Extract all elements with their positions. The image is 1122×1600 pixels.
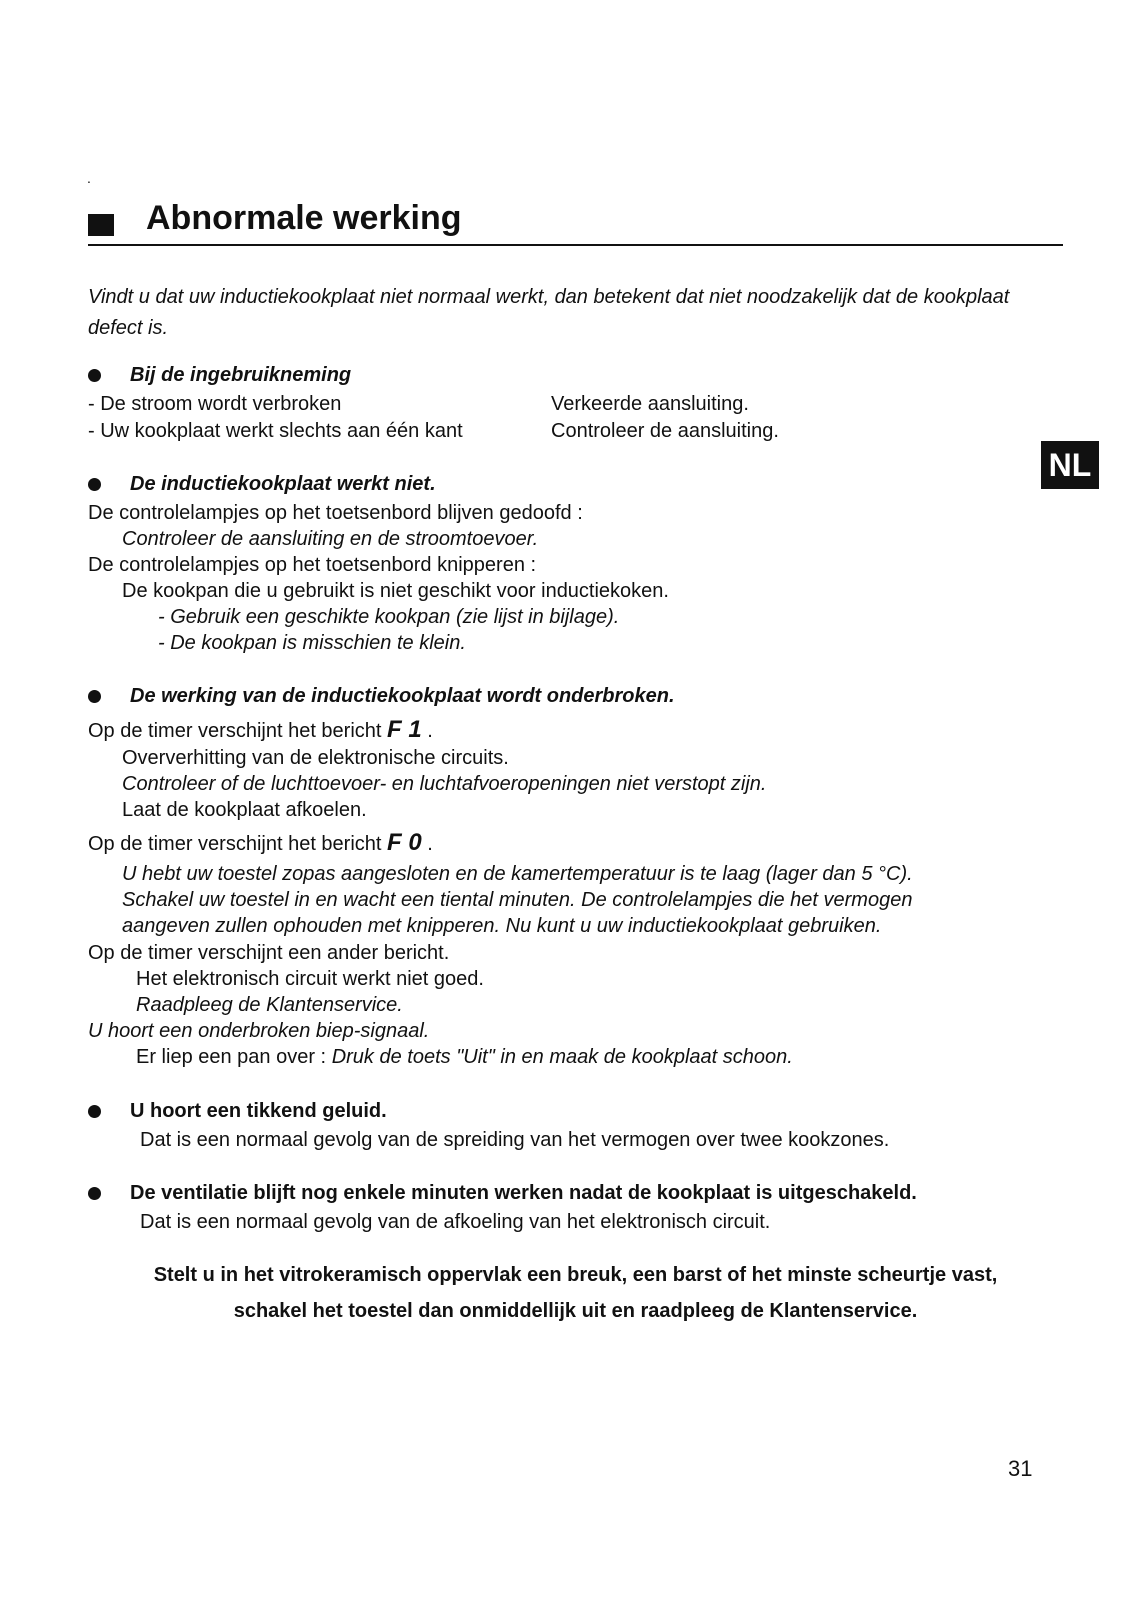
f0-suffix: . [427, 833, 433, 855]
stray-dot: . [87, 170, 91, 186]
warning-line-1: Stelt u in het vitrokeramisch oppervlak een breuk, een barst of het minste scheurtje vast, [153, 1264, 998, 1286]
beep-action-line [136, 1044, 793, 1070]
text-line: Dat is een normaal gevolg van de spreiding van het vermogen over twee kookzones. [140, 1129, 890, 1151]
problem-row-2: - Uw kookplaat werkt slechts aan één kant [88, 420, 463, 442]
text-line: - De kookpan is misschien te klein. [158, 632, 466, 654]
section-heading [88, 198, 1063, 246]
bullet-heading: U hoort een tikkend geluid. [130, 1100, 387, 1122]
bullet-heading: Bij de ingebruikneming [130, 364, 352, 386]
page-title: Abnormale werking [146, 199, 462, 237]
page-number: 31 [1008, 1456, 1033, 1481]
text-line: Op de timer verschijnt een ander bericht. [88, 942, 450, 964]
text-line: Laat de kookplaat afkoelen. [122, 799, 367, 821]
bullet-heading: De inductiekookplaat werkt niet. [130, 473, 436, 495]
heading-square-icon [88, 214, 114, 236]
f1-code: F 1 [387, 716, 422, 743]
text-line: Oververhitting van de elektronische circuits. [122, 747, 509, 769]
text-line: Controleer of de luchttoevoer- en luchtafvoeropeningen niet verstopt zijn. [122, 773, 767, 795]
text-line: De controlelampjes op het toetsenbord knipperen : [88, 554, 537, 576]
bullet-dot-icon [88, 369, 101, 382]
text-line: Het elektronisch circuit werkt niet goed. [136, 968, 484, 990]
f0-code: F 0 [387, 829, 422, 856]
text-line: De controlelampjes op het toetsenbord blijven gedoofd : [88, 502, 583, 524]
text-line: Schakel uw toestel in en wacht een tiental minuten. De controlelampjes die het vermogen [122, 889, 913, 911]
warning-line-2: schakel het toestel dan onmiddellijk uit en raadpleeg de Klantenservice. [233, 1300, 918, 1322]
text-line: - Gebruik een geschikte kookpan (zie lijst in bijlage). [158, 606, 620, 628]
f0-message-line [88, 830, 433, 857]
bullet-dot-icon [88, 478, 101, 491]
bullet-dot-icon [88, 1105, 101, 1118]
beep-italic: Druk de toets "Uit" in en maak de kookplaat schoon. [331, 1046, 793, 1068]
text-line: U hoort een onderbroken biep-signaal. [88, 1020, 430, 1042]
bullet-heading: De ventilatie blijft nog enkele minuten werken nadat de kookplaat is uitgeschakeld. [130, 1182, 917, 1204]
f1-message-line [88, 717, 433, 744]
text-line: Controleer de aansluiting en de stroomtoevoer. [122, 528, 539, 550]
text-line: De kookpan die u gebruikt is niet geschikt voor inductiekoken. [122, 580, 669, 602]
bullet-heading: De werking van de inductiekookplaat wordt onderbroken. [130, 685, 675, 707]
intro-paragraph: Vindt u dat uw inductiekookplaat niet normaal werkt, dan betekent dat niet noodzakelijk dat de kookplaat defect is. [88, 286, 1010, 339]
beep-plain: Er liep een pan over : [136, 1046, 327, 1068]
bullet-dot-icon [88, 1187, 101, 1200]
cause-row-1: Verkeerde aansluiting. [551, 393, 749, 415]
f0-prefix: Op de timer verschijnt het bericht [88, 833, 382, 855]
text-line: aangeven zullen ophouden met knipperen. Nu kunt u uw inductiekookplaat gebruiken. [122, 915, 882, 937]
language-badge: NL [1041, 441, 1099, 489]
f1-prefix: Op de timer verschijnt het bericht [88, 720, 382, 742]
f1-suffix: . [427, 720, 433, 742]
cause-row-2: Controleer de aansluiting. [551, 420, 779, 442]
text-line: Dat is een normaal gevolg van de afkoeling van het elektronisch circuit. [140, 1211, 771, 1233]
text-line: U hebt uw toestel zopas aangesloten en de kamertemperatuur is te laag (lager dan 5 °C). [122, 863, 913, 885]
text-line: Raadpleeg de Klantenservice. [136, 994, 403, 1016]
bullet-dot-icon [88, 690, 101, 703]
problem-row-1: - De stroom wordt verbroken [88, 393, 342, 415]
